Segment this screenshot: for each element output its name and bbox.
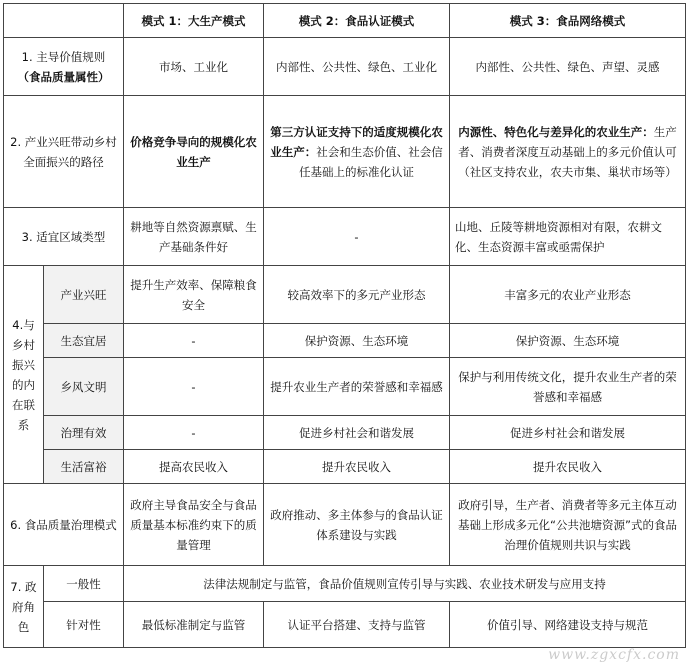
table-row	[4, 566, 686, 602]
watermark: www.zgxcfx.com	[548, 647, 680, 663]
cell-mode-3: 促进乡村社会和谐发展	[450, 416, 686, 450]
sub-label: 一般性	[44, 566, 124, 602]
cell-mode-2: 政府推动、多主体参与的食品认证体系建设与实践	[264, 484, 450, 566]
table-row	[4, 484, 686, 566]
cell-mode-1: 最低标准制定与监管	[124, 602, 264, 648]
document-page	[3, 3, 686, 648]
table-row	[4, 602, 686, 648]
cell-mode-3: 政府引导，生产者、消费者等多元主体互动基础上形成多元化“公共池塘资源”式的食品治理价值规则共识与实践	[450, 484, 686, 566]
cell-mode-2: 促进乡村社会和谐发展	[264, 416, 450, 450]
header-row	[4, 4, 686, 38]
header-corner	[4, 4, 124, 38]
cell-rest-text: 社会和生态价值、社会信任基础上的标准化认证	[299, 144, 443, 179]
cell-mode-1: -	[124, 416, 264, 450]
row-label-text: 1. 主导价值规则	[21, 49, 106, 64]
cell-mode-2: -	[264, 208, 450, 266]
row-label-governance: 6. 食品质量治理模式	[4, 484, 124, 566]
row-label-region: 3. 适宜区域类型	[4, 208, 124, 266]
cell-mode-2: 认证平台搭建、支持与监管	[264, 602, 450, 648]
header-mode-1: 模式 1：大生产模式	[124, 4, 264, 38]
cell-bold-lead: 内源性、特色化与差异化的农业生产：	[458, 124, 654, 139]
table-row	[4, 358, 686, 416]
row-label-rural-link: 4.与乡村振兴的内在联系	[4, 266, 44, 484]
cell-mode-3: 价值引导、网络建设支持与规范	[450, 602, 686, 648]
cell-mode-1: -	[124, 324, 264, 358]
cell-mode-1: 市场、工业化	[124, 38, 264, 96]
header-mode-2: 模式 2：食品认证模式	[264, 4, 450, 38]
row-label-gov-role: 7. 政府角色	[4, 566, 44, 648]
cell-mode-2: 提升农民收入	[264, 450, 450, 484]
cell-mode-2: 较高效率下的多元产业形态	[264, 266, 450, 324]
header-mode-3: 模式 3：食品网络模式	[450, 4, 686, 38]
comparison-table	[3, 3, 686, 648]
table-row	[4, 266, 686, 324]
table-row	[4, 208, 686, 266]
row-label-sub: （食品质量属性）	[17, 69, 110, 84]
cell-mode-3: 提升农民收入	[450, 450, 686, 484]
cell-mode-1: 提升生产效率、保障粮食安全	[124, 266, 264, 324]
row-label-value-rule	[4, 38, 124, 96]
cell-mode-3: 丰富多元的农业产业形态	[450, 266, 686, 324]
sub-label: 治理有效	[44, 416, 124, 450]
cell-mode-2: 保护资源、生态环境	[264, 324, 450, 358]
table-row	[4, 96, 686, 208]
cell-mode-1: 政府主导食品安全与食品质量基本标准约束下的质量管理	[124, 484, 264, 566]
cell-mode-2: 提升农业生产者的荣誉感和幸福感	[264, 358, 450, 416]
table-row	[4, 416, 686, 450]
cell-mode-3	[450, 96, 686, 208]
sub-label: 生活富裕	[44, 450, 124, 484]
cell-mode-1: -	[124, 358, 264, 416]
cell-mode-3: 保护资源、生态环境	[450, 324, 686, 358]
sub-label: 生态宜居	[44, 324, 124, 358]
cell-bold-lead: 第三方认证支持下的适度规模化农业生产：	[270, 124, 443, 159]
sub-label: 针对性	[44, 602, 124, 648]
cell-mode-1: 价格竞争导向的规模化农业生产	[124, 96, 264, 208]
cell-mode-1: 耕地等自然资源禀赋、生产基础条件好	[124, 208, 264, 266]
sub-label: 产业兴旺	[44, 266, 124, 324]
cell-mode-3: 内部性、公共性、绿色、声望、灵感	[450, 38, 686, 96]
cell-mode-2	[264, 96, 450, 208]
cell-mode-1: 提高农民收入	[124, 450, 264, 484]
cell-rest-text: 生产者、消费者深度互动基础上的多元价值认可（社区支持农业，农夫市集、巢状市场等）	[458, 124, 677, 179]
table-row	[4, 324, 686, 358]
cell-mode-3: 山地、丘陵等耕地资源相对有限，农耕文化、生态资源丰富或亟需保护	[450, 208, 686, 266]
sub-label: 乡风文明	[44, 358, 124, 416]
cell-general-role: 法律法规制定与监管，食品价值规则宣传引导与实践、农业技术研发与应用支持	[124, 566, 686, 602]
table-row	[4, 38, 686, 96]
cell-mode-2: 内部性、公共性、绿色、工业化	[264, 38, 450, 96]
cell-mode-3: 保护与利用传统文化，提升农业生产者的荣誉感和幸福感	[450, 358, 686, 416]
table-row	[4, 450, 686, 484]
row-label-path: 2. 产业兴旺带动乡村全面振兴的路径	[4, 96, 124, 208]
